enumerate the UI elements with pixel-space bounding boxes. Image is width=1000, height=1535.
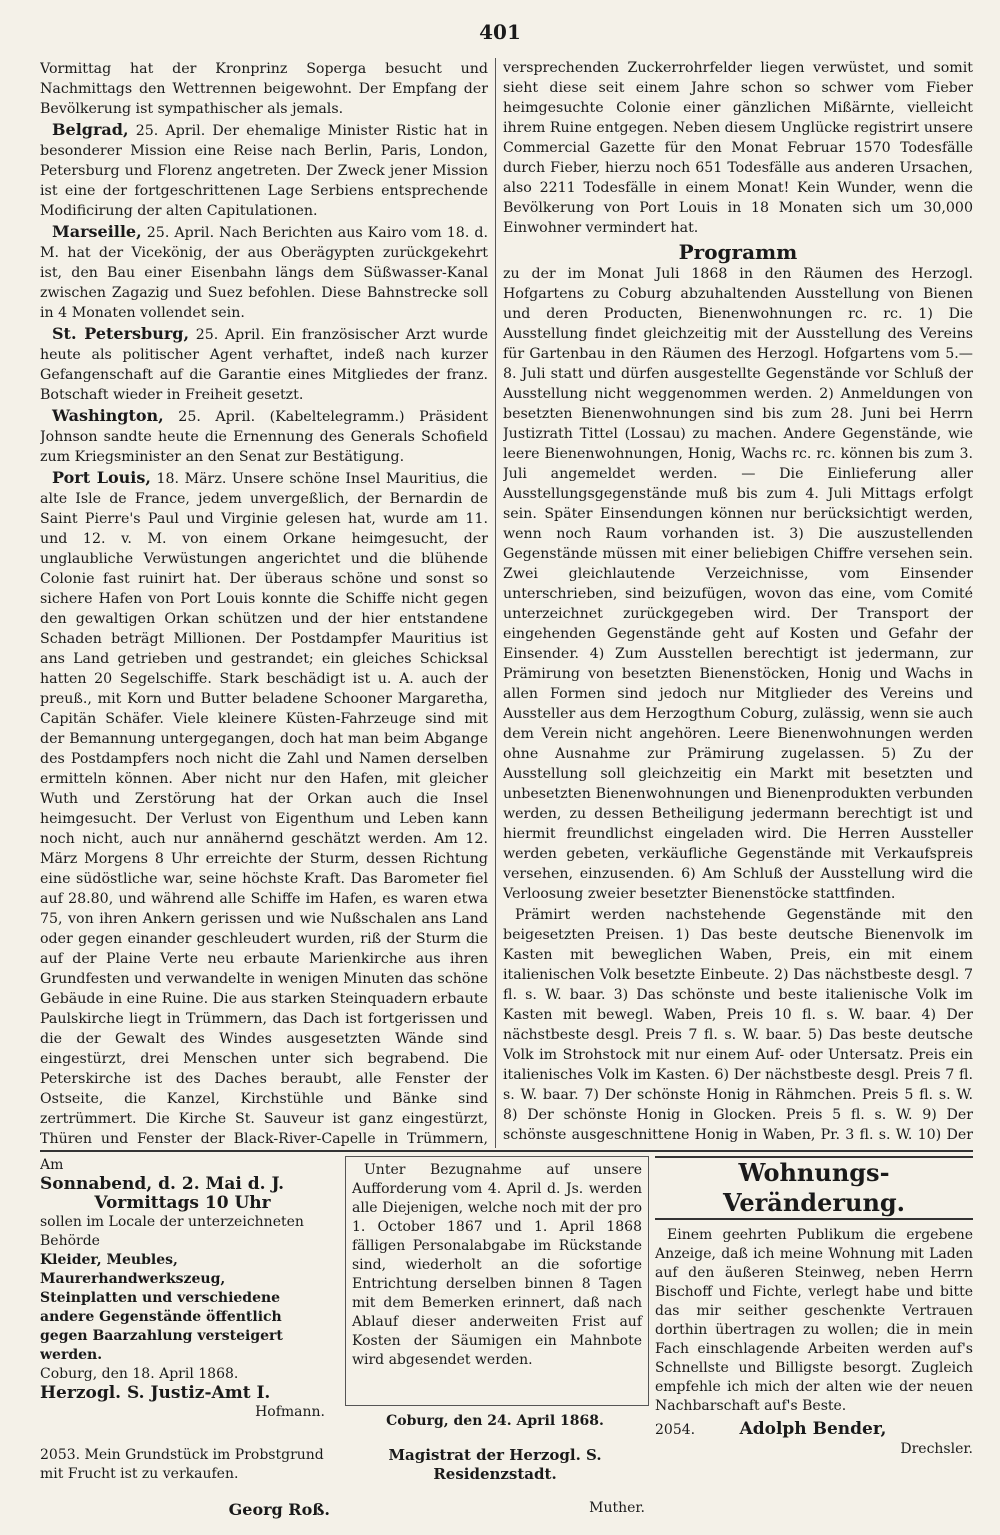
right-column <box>503 58 973 1148</box>
sale-name: Georg Roß. <box>228 1500 330 1519</box>
tax-notice-signature <box>345 1398 645 1532</box>
news-item-st-petersburg: St. Petersburg, 25. April. Ein französischer Arzt wurde heute als politischer Agent verhaftet, indeß nach kurzer Gefangenschaft auf die Garantie eines Mitgliedes der franz. Botschaft wieder in Freiheit gesetzt. <box>40 324 488 403</box>
auction-location: sollen im Locale der unterzeichneten Behörde <box>40 1214 304 1249</box>
sale-number: 2053. <box>40 1447 81 1463</box>
news-item-washington: Washington, 25. April. (Kabeltelegramm.) Präsident Johnson sandte heute die Ernennung des Generals Schofield zum Kriegsminister an den Senat zur Bestätigung. <box>40 406 488 465</box>
port-louis-continuation: versprechenden Zuckerrohrfelder liegen verwüstet, und somit sieht diese seit einem Jahre schon so schwer vom Fieber heimgesuchte Colonie einer gänzlichen Mißärnte, vielleicht ihrem Ruine entgegen. Neben diesem Unglücke registrirt unsere Commercial Gazette für den Monat Februar 1570 Todesfälle durch Fieber, hierzu noch 651 Todesfälle aus anderen Ursachen, also 2211 Todesfälle in einem Monat! Kein Wunder, wenn die Bevölkerung von Port Louis in 18 Monaten sich um 30,000 Einwohner vermindert hat. <box>503 60 973 236</box>
tax-notice-authority: Magistrat der Herzogl. S. Residenzstadt. <box>388 1446 602 1483</box>
tax-notice-date: Coburg, den 24. April 1868. <box>386 1413 604 1429</box>
auction-authority: Herzogl. S. Justiz-Amt I. <box>40 1383 271 1403</box>
sale-text: Mein Grundstück im Probstgrund mit Frucht ist zu verkaufen. <box>40 1447 324 1482</box>
sale-notice <box>40 1432 330 1535</box>
left-column <box>40 58 488 1148</box>
prize-list: Prämirt werden nachstehende Gegenstände mit den beigesetzten Preisen. 1) Das beste deutsche Bienenvolk im Kasten mit beweglichen Waben, Preis, ein mit einem italienischen Volk besetzte Einbeute. 2) Das nächstbeste desgl. 7 fl. s. W. baar. 3) Das schönste und beste italienische Volk im Kasten mit bewegl. Waben, Preis 10 fl. s. W. baar. 4) Der nächstbeste desgl. Preis 7 fl. s. W. baar. 5) Das beste deutsche Volk im Strohstock mit nur einem Auf- oder Untersatz. Preis ein italienisches Volk im Kasten. 6) Der nächstbeste desgl. Preis 7 fl. s. W. baar. 7) Der schönste Honig in Rähmchen. Preis 5 fl. s. W. 8) Der schönste Honig in Glocken. Preis 5 fl. s. W. 9) Der schönste ausgeschnittene Honig in Waben, Pr. 3 fl. s. W. 10) Der <box>503 907 973 1143</box>
tax-notice-signatory: Muther. <box>589 1500 645 1516</box>
move-title: Wohnungs-Veränderung. <box>655 1156 973 1220</box>
auction-time: Vormittags 10 Uhr <box>94 1193 271 1213</box>
news-item: Vormittag hat der Kronprinz Soperga besucht und Nachmittags den Wettrennen beigewohnt. Der Empfang der Bevölkerung ist sympathischer als jemals. <box>40 61 488 117</box>
move-trade: Drechsler. <box>900 1441 973 1457</box>
tax-notice <box>345 1156 649 1406</box>
column-divider <box>495 58 496 1148</box>
program-text: zu der im Monat Juli 1868 in den Räumen des Herzogl. Hofgartens zu Coburg abzuhaltenden Ausstellung von Bienen und deren Producten, Bienenwohnungen rc. rc. 1) Die Ausstellung findet gleichzeitig mit der Ausstellung des Vereins für Gartenbau in den Räumen des Herzogl. Hofgartens vom 5.—8. Juli statt und dürfen ausgestellte Gegenstände vor Schluß der Ausstellung nicht weggenommen werden. 2) Anmeldungen von besetzten Bienenwohnungen sind bis zum 28. Juni bei Herrn Justizrath Tittel (Lossau) zu machen. Andere Gegenstände, wie leere Bienenwohnungen, Honig, Wachs rc. rc. können bis zum 3. Juli angemeldet werden. — Die Einlieferung aller Ausstellungsgegenstände muß bis zum 4. Juli Mittags erfolgt sein. Später Einsendungen können nur berücksichtigt werden, wenn noch Raum vorhanden ist. 3) Die auszustellenden Gegenstände müssen mit einer beliebigen Chiffre versehen sein. Zwei gleichlautende Verzeichnisse, vom Einsender unterschrieben, sind beizufügen, wovon das eine, vom Comité unterzeichnet zurückgegeben wird. Der Transport der eingehenden Gegenstände geht auf Kosten und Gefahr der Einsender. 4) Zum Ausstellen berechtigt ist jedermann, zur Prämirung von besetzten Bienenstöcken, Honig und Wachs in allen Formen sind jedoch nur Mitglieder des Vereins und Aussteller aus dem Herzogthum Coburg, zulässig, wenn sie auch dem Verein nicht angehören. Leere Bienenwohnungen werden ohne Ausnahme zur Prämirung zugelassen. 5) Zu der Ausstellung soll gleichzeitig ein Markt mit besetzten und unbesetzten Bienenwohnungen und Bienenprodukten verbunden werden, zu dessen Betheiligung jedermann berechtigt ist und hiermit freundlichst eingeladen wird. Die Herren Aussteller werden gebeten, verkäufliche Gegenstände mit Verkaufspreis versehen, einzusenden. 6) Am Schluß der Ausstellung wird die Verloosung zweier besetzter Bienenstöcke stattfinden. <box>503 266 973 902</box>
tax-notice-text: Unter Bezugnahme auf unsere Aufforderung vom 4. April d. Js. werden alle Diejenigen, welche noch mit der pro 1. October 1867 und 1. April 1868 fälligen Personalabgabe im Rückstande sind, wiederholt an die sofortige Entrichtung derselben binnen 8 Tagen mit dem Bemerken erinnert, daß nach Ablauf dieser anderweiten Frist auf Kosten der Säumigen ein Mahnbote wird abgesendet werden. <box>352 1162 642 1368</box>
auction-date: Sonnabend, d. 2. Mai d. J. <box>40 1174 285 1194</box>
auction-signatory: Hofmann. <box>255 1404 325 1420</box>
auction-intro: Am <box>40 1157 64 1173</box>
move-number: 2054. <box>655 1422 696 1438</box>
news-item-marseille: Marseille, 25. April. Nach Berichten aus Kairo vom 18. d. M. hat der Vicekönig, der aus Oberägypten zurückgekehrt ist, den Bau einer Eisenbahn längs dem Süßwasser-Kanal zwischen Zagazig und Suez befohlen. Diese Bahnstrecke soll in 4 Monaten vollendet sein. <box>40 222 488 321</box>
auction-dateline: Coburg, den 18. April 1868. <box>40 1366 239 1382</box>
ads-divider <box>40 1150 973 1152</box>
move-notice <box>655 1156 973 1481</box>
news-item-port-louis: Port Louis, 18. März. Unsere schöne Insel Mauritius, die alte Isle de France, jedem unvergeßlich, der Bernardin de Saint Pierre's Paul und Virginie gelesen hat, wurde am 11. und 12. v. M. von einem Orkane heimgesucht, der unglaubliche Verwüstungen angerichtet und die blühende Colonie fast ruinirt hat. Der überaus schöne und sonst so sichere Hafen von Port Louis konnte die Schiffe nicht gegen den gewaltigen Orkan schützen und der hier entstandene Schaden beträgt Millionen. Der Postdampfer Mauritius ist ans Land getrieben und gestrandet; ein gleiches Schicksal hatten 20 Segelschiffe. Stark beschädigt ist u. A. auch der preuß., mit Korn und Butter beladene Schooner Margaretha, Capitän Schäfer. Viele kleinere Küsten-Fahrzeuge sind mit der Bemannung untergegangen, doch hat man beim Abgange des Postdampfers noch nicht die Zahl und Namen derselben ermitteln können. Aber nicht nur den Hafen, mit gleicher Wuth und Zerstörung hat der Orkan auch die Insel heimgesucht. Der Verlust von Eigenthum und Leben kann noch nicht, auch nur annähernd geschätzt werden. Am 12. März Morgens 8 Uhr erreichte der Sturm, dessen Richtung eine südöstliche war, seine höchste Kraft. Das Barometer fiel auf 28.80, und während alle Schiffe im Hafen, es waren etwa 75, von ihren Ankern gerissen und wie Nußschalen ans Land oder gegen einander geschleudert wurden, riß der Sturm die auf der Plaine Verte neu erbaute Marienkirche aus ihren Grundfesten und verwandelte in wenigen Minuten das schöne Gebäude in eine Ruine. Die aus starken Steinquadern erbaute Paulskirche liegt in Trümmern, das Dach ist fortgerissen und die der Gewalt des Windes ausgesetzten Wände sind eingestürzt, drei Menschen unter sich begrabend. Die Peterskirche ist des Daches beraubt, alle Fenster der Ostseite, die Kanzel, Kirchstühle und Bänke sind zertrümmert. Die Kirche St. Sauveur ist ganz eingestürzt, Thüren und Fenster der Black-River-Capelle in Trümmern, <box>40 468 488 1147</box>
auction-items: Kleider, Meubles, Maurerhandwerkszeug, Steinplatten und verschiedene andere Gegenstände öffentlich gegen Baarzahlung versteigert werden. <box>40 1252 283 1363</box>
page-number: 401 <box>479 20 521 44</box>
news-item-belgrad: Belgrad, 25. April. Der ehemalige Minister Ristic hat in besonderer Mission eine Reise nach Berlin, Paris, London, Petersburg und Florenz angetreten. Der Zweck jener Mission ist eine der fortgeschrittenen Lage Serbiens entsprechende Modificirung der alten Capitulationen. <box>40 120 488 219</box>
program-heading: Programm <box>678 240 798 264</box>
move-text: Einem geehrten Publikum die ergebene Anzeige, daß ich meine Wohnung mit Laden auf den äußeren Steinweg, neben Herrn Bischoff und Fichte, verlegt habe und bitte das mir seither geschenkte Vertrauen dorthin übertragen zu wollen; die in mein Fach einschlagende Arbeiten werden auf's Schnellste und Billigste besorgt. Zugleich empfehle ich mich der alten wie der neuen Nachbarschaft auf's Beste. <box>655 1227 973 1414</box>
move-name: Adolph Bender, <box>739 1419 887 1439</box>
